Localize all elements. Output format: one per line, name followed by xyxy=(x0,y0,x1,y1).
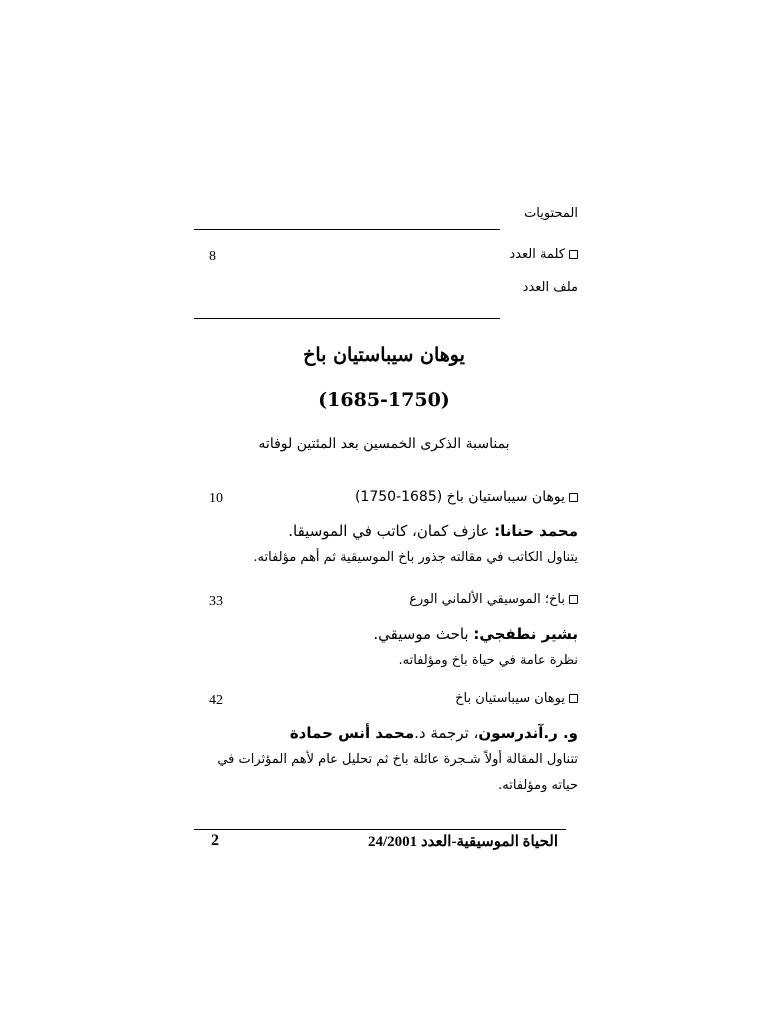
toc-entry-title: باخ؛ الموسيقي الألماني الورع xyxy=(409,592,565,607)
toc-page-number: 10 xyxy=(209,491,223,506)
footer-divider xyxy=(194,829,566,830)
contents-heading: المحتويات xyxy=(524,206,578,221)
article-summary: نظرة عامة في حياة باخ ومؤلفاته. xyxy=(398,653,578,668)
article-summary: يتناول الكاتب في مقالته جذور باخ الموسيقية ثم أهم مؤلفاته. xyxy=(253,550,578,565)
author-line xyxy=(178,625,578,643)
toc-entry-bach-1[interactable] xyxy=(218,489,578,505)
feature-title: يوهان سيباستيان باخ xyxy=(303,344,465,366)
author-name: محمد حنانا: xyxy=(494,522,578,540)
article-summary: حياته ومؤلفاته. xyxy=(498,778,578,793)
author-name: و. ر.آندرسون xyxy=(478,724,578,742)
toc-entry-bach-2[interactable] xyxy=(218,592,578,607)
author-role: باحث موسيقي. xyxy=(373,625,474,643)
page-number: 2 xyxy=(211,832,219,849)
feature-years: (1685-1750) xyxy=(318,389,450,411)
checkbox-icon xyxy=(569,694,578,703)
checkbox-icon xyxy=(569,250,578,259)
checkbox-icon xyxy=(569,595,578,604)
contents-divider-top xyxy=(194,229,500,230)
journal-footer: الحياة الموسيقية-العدد 24/2001 xyxy=(368,834,558,850)
checkbox-icon xyxy=(569,493,578,502)
dossier-label: ملف العدد xyxy=(522,280,578,295)
author-role: ، ترجمة د. xyxy=(414,724,479,742)
toc-entry-bach-3[interactable] xyxy=(218,691,578,706)
toc-entry-editorial[interactable] xyxy=(278,247,578,262)
author-line xyxy=(158,724,578,742)
translator-name: محمد أنس حمادة xyxy=(289,724,415,742)
toc-entry-title: يوهان سيباستيان باخ (1685-1750) xyxy=(354,489,565,505)
author-line xyxy=(178,522,578,540)
toc-entry-title: كلمة العدد xyxy=(509,247,565,262)
toc-entry-title: يوهان سيباستيان باخ xyxy=(455,691,565,706)
toc-page-number: 8 xyxy=(209,249,216,264)
article-summary: تتناول المقالة أولاً شـجرة عائلة باخ ثم تحليل عام لأهم المؤثرات في xyxy=(217,752,578,767)
contents-divider-bottom xyxy=(194,318,500,319)
author-role: عازف كمان، كاتب في الموسيقا. xyxy=(288,522,495,540)
toc-page-number: 33 xyxy=(209,594,223,609)
toc-page-number: 42 xyxy=(209,693,223,708)
feature-subtitle: بمناسبة الذكرى الخمسين بعد المئتين لوفاته xyxy=(258,436,510,452)
author-name: بشير نطفجي: xyxy=(473,625,578,643)
